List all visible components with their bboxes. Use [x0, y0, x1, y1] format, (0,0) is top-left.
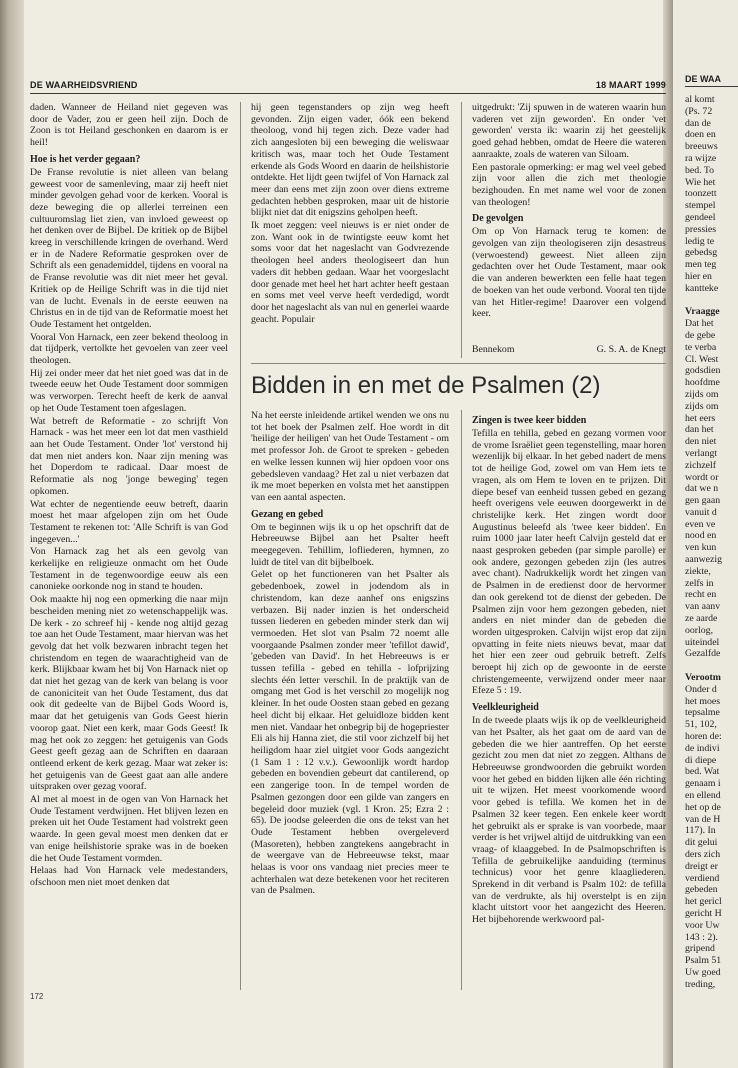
adjacent-page-line: dreigt er	[685, 860, 718, 872]
paragraph: In de tweede plaats wijs ik op de veelkleurigheid van het Psalter, als het gaat om de aard van de gebeden die we hier aantreffen. Op het eerste gezicht zou men dat niet zo zeggen. Althans de Hebreeuwse grondwoorden die gebruikt worden voor het gebed en bidden lijken alle één richting uit te wijzen. Het meest voorkomende woord voor gebed is tefilla. We komen het in de Psalmen 32 keer tegen. Een enkele keer wordt het gebruikt als er sprake is van voorbede, maar verder is het vrijwel altijd de uitdrukking van een vraag- of klaaggebed. In de Psalmopschriften is Tefilla de gebruikelijke aanduiding (terminus technicus) voor het genre klaagliederen. Sprekend in dit verband is Psalm 102: de tefilla van de verdrukte, als hij overstelpt is en zijn klacht uitstort voor het aangezicht des Heeren. Het bijbehorende werkwoord pal-	[472, 715, 666, 926]
adjacent-page-line: oorlog,	[685, 624, 714, 636]
adjacent-page-line: gripend	[685, 943, 715, 955]
paragraph: daden. Wanneer de Heiland niet gegeven was door de Vader, zou er geen heil zijn. Doch de Zoon is tot Heiland geschonken en daarom is er heil!	[30, 102, 228, 149]
adjacent-page-line: gen gaan	[685, 495, 721, 507]
adjacent-page-line: 51, 102,	[685, 719, 717, 731]
paragraph: hij geen tegenstanders op zijn weg heeft gevonden. Zijn eigen vader, óók een bekend theoloog, vond hij tegen zich. Deze vader had zich aangesloten bij een beweging die weliswaar kritisch was, maar toch het Oude Testament erkende als Gods Woord en daarin de heilshistorie ontdekte. Het lijdt geen twijfel of Von Harnack zal meer dan eens met zijn zoon over diens extreme gedachten hebben gesproken, maar uit de historie blijkt niet dat dit enigszins geholpen heeft.	[251, 102, 449, 219]
author-name: G. S. A. de Knegt	[596, 344, 666, 355]
section-heading: Zingen is twee keer bidden	[472, 415, 587, 426]
section-heading: Gezang en gebed	[251, 508, 324, 520]
adjacent-page-line: gendeel	[685, 211, 716, 223]
adjacent-page-line: treding,	[685, 978, 716, 990]
adjacent-page-line	[685, 295, 738, 307]
adjacent-page-line: van aanv	[685, 601, 721, 613]
adjacent-page-line: zijds om	[685, 400, 719, 412]
paragraph: Hij zei onder meer dat het niet goed was dat in de tweede eeuw het Oude Testament door sommigen was verworpen. Terecht heeft de kerk de aanval op het Oude Testament toen afgeslagen.	[30, 367, 228, 414]
paragraph: Wat betreft de Reformatie - zo schrijft Von Harnack - was het meer een lot dat men vasthield aan het Oude Testament. Onder 'lot' verstond hij dat men niet anders kon. Naar zijn mening was het Doperdom te radicaal. Daar moest de Reformatie als nog 'jonge beweging' tegen opkomen.	[30, 415, 228, 497]
adjacent-page-line: het moes	[685, 695, 721, 707]
adjacent-page-line: (Ps. 72	[685, 105, 713, 117]
article2-column-2	[472, 410, 666, 990]
adjacent-page	[673, 0, 738, 1068]
adjacent-page-line: zelfs in	[685, 577, 714, 589]
adjacent-page-line	[685, 660, 738, 672]
paragraph: Een pastorale opmerking: er mag wel veel gebed zijn voor allen die zich met theologie bezighouden. En met name wel voor de zonen van theologen!	[472, 161, 666, 208]
adjacent-page-line: bed. Wat	[685, 766, 720, 778]
adjacent-page-line: aanwezig	[685, 554, 722, 566]
paragraph: Wat echter de negentiende eeuw betreft, daarin moest het maar afgelopen zijn om het Oude Testament te rekenen tot: 'Alle Schrift is van God ingegeven...'	[30, 498, 228, 545]
paragraph: Tefilla en tehilla, gebed en gezang vormen voor de vrome Israëliet geen tegenstelling, maar horen wezenlijk bij elkaar. In het gebed nadert de mens tot de heilige God, zowel om van Hem iets te vragen, als om Hem te loven en te prijzen. Dit diepe besef van eenheid tussen gebed en gezang heeft overigens vele eeuwen doorgewerkt in de christelijke kerk. Het zingen wordt door Augustinus beleefd als 'twee keer bidden'. En ruim 1000 jaar later heeft Calvijn gesteld dat er naast gesproken gebeden (par simple parolle) er ook andere, gezongen gebeden zijn (les autres avec chant). Nadrukkelijk wordt het zingen van de Psalmen in de eredienst door de hervormer dan ook gerekend tot de dienst der gebeden. De Psalmen zijn voor hem gezongen gebeden, niet anders en niet minder dan de gebeden die worden uitgesproken. Calvijn wijst erop dat zijn opvatting in feite niets nieuws bevat, maar dat het hier een zeer oud gebruik betreft. Zelfs beroept hij zich op de gewoonte in de eerste christengemeente, verwijzend onder meer naar Efeze 5 : 19.	[472, 428, 666, 697]
adjacent-page-line: breeuws	[685, 141, 718, 153]
section-heading: Veelkleurigheid	[472, 702, 539, 714]
adjacent-page-line: ders zich	[685, 849, 721, 860]
header-rule	[30, 93, 666, 94]
paragraph: Von Harnack zag het als een gevolg van kerkelijke en religieuze onmacht om het Oude Testament in de tegenwoordige eeuw als een canonieke oorkonde nog in stand te houden.	[30, 546, 228, 593]
adjacent-page-line: het eers	[685, 412, 716, 424]
adjacent-page-line: 117). In	[685, 825, 716, 837]
adjacent-page-line: zijds om	[685, 388, 719, 400]
adjacent-page-line: recht en	[685, 589, 717, 601]
adjacent-page-line: zichzelf	[685, 459, 716, 471]
adjacent-page-line: Psalm 51	[685, 955, 722, 967]
adjacent-page-line: Onder d	[685, 683, 717, 695]
adjacent-page-line: Cl. West	[685, 353, 719, 365]
column-divider-2	[461, 102, 462, 358]
paragraph: uitgedrukt: 'Zij spuwen in de wateren waarin hun vaderen vet zijn geworden'. En onder 'vet geworden' versta ik: waarin zij het geestelijk goed gehad hebben, omdat de Heere die wateren aanraakte, zoals de wateren van Siloam.	[472, 102, 666, 160]
adjacent-page-line: dit gelui	[685, 837, 718, 849]
article1-column-2	[251, 102, 449, 358]
adjacent-page-line: gebedsg	[685, 247, 718, 259]
paragraph: Helaas had Von Harnack vele medestanders, ofschoon men niet moet denken dat	[30, 865, 228, 888]
adjacent-page-line: Wie het	[685, 176, 716, 188]
adjacent-page-line: Uw goed	[685, 966, 721, 978]
article2-title: Bidden in en met de Psalmen (2)	[251, 372, 601, 399]
adjacent-page-line: bed. To	[685, 164, 715, 176]
paragraph: Ook maakte hij nog een opmerking die naar mijn bescheiden mening niet zo wetenschappelijk was. De kerk - zo schreef hij - kende nog altijd gezag toe aan het Oude Testament, maar hiervan was het gevolg dat het volk bezwaren inbracht tegen het christendom en tegen de waarachtigheid van de kerk. Blijkbaar kwam het bij Von Harnack niet op dat niet het gezag van de kerk van belang is voor de canoniciteit van het Oude Testament, dus dat ook dit gedeelte van de Bijbel Gods Woord is, maar dat het getuigenis van Gods Geest hierin voorop gaat. Niet een kerk, maar Gods Geest! Ik mag het ook zo zeggen: het getuigenis van Gods Geest geeft gezag aan de Schriften en daaraan ontleend erkent de kerk gezag. Maar wat zeker is: het getuigenis van de Geest gaat aan alle andere uitspraken over gezag vooraf.	[30, 594, 228, 793]
adjacent-page-line: het op de	[685, 801, 721, 813]
column-divider-1	[240, 102, 241, 990]
article2-column-1	[251, 410, 449, 990]
book-spine	[0, 0, 24, 1068]
adjacent-page-line: doen en	[685, 129, 716, 141]
adjacent-page-line: men teg	[685, 259, 717, 271]
adjacent-page-text	[685, 94, 738, 991]
adjacent-page-line: dan het	[685, 424, 714, 436]
adjacent-page-line: dan de	[685, 117, 711, 129]
section-heading: Hoe is het verder gegaan?	[30, 153, 141, 165]
adjacent-page-line: tepsalme	[685, 707, 720, 719]
adjacent-page-line: gericht H	[685, 907, 722, 919]
adjacent-page-line: di diepe	[685, 754, 717, 766]
adjacent-page-line: horen de:	[685, 731, 722, 743]
publication-name: DE WAARHEIDSVRIEND	[30, 80, 138, 90]
adjacent-page-line: uiteindel	[685, 636, 720, 648]
column-divider-3	[461, 410, 462, 990]
adjacent-page-line: dat we n	[685, 483, 719, 495]
page-number: 172	[30, 992, 44, 1001]
adjacent-page-line: toonzett	[685, 188, 717, 200]
adjacent-page-line: de indivi	[685, 742, 720, 754]
adjacent-page-line: ziekte,	[685, 565, 711, 577]
adjacent-page-line: Dat het	[685, 318, 714, 330]
adjacent-page-line: hier en	[685, 270, 712, 282]
adjacent-page-line: ra wijze	[685, 152, 717, 164]
adjacent-page-line: ven kun	[685, 542, 717, 554]
paragraph: Al met al moest in de ogen van Von Harnack het Oude Testament verdwijnen. Het blijven lezen en preken uit het Oude Testament had volstrekt geen waarde. In geen geval moest men denken dat er van enige heilshistorie sprake was in de boeken die het Oude Testament vormden.	[30, 794, 228, 864]
adjacent-page-line: vanuit d	[685, 506, 717, 518]
article1-column-3	[472, 102, 666, 327]
issue-date: 18 MAART 1999	[595, 80, 666, 90]
adjacent-page-line: het gericl	[685, 896, 722, 908]
adjacent-page-rule	[685, 86, 738, 87]
adjacent-page-line: van de H	[685, 813, 721, 825]
running-header	[30, 80, 666, 92]
adjacent-page-line: gebeden	[685, 884, 718, 896]
paragraph: Ik moet zeggen: veel nieuws is er niet onder de zon. Want ook in de twintigste eeuw komt het soms voor dat het nageslacht van Godvrezende theologen heel anders theologiseert dan hun vaders dit hebben gedaan. Waar het voorgeslacht door genade met heel het hart achter heeft gestaan en soms met veel verve heeft verdedigd, wordt door het nageslacht als van nul en generlei waarde geacht. Populair	[251, 220, 449, 325]
adjacent-page-line: al komt	[685, 94, 715, 105]
paragraph: Om op Von Harnack terug te komen: de gevolgen van zijn theologiseren zijn desastreus (verwoestend) geweest. Niet alleen zijn gedachten over het Oude Testament, maar ook die van anderen bewerkten een felle haat tegen de boeken van het oude verbond. Vooral ten tijde van het Hitler-regime! Daarover een volgend keer.	[472, 226, 666, 320]
adjacent-page-line: wordt or	[685, 471, 719, 483]
adjacent-page-line: 143 : 2).	[685, 931, 718, 943]
adjacent-page-line: Vraagge	[685, 306, 720, 318]
adjacent-page-line: te verba	[685, 341, 717, 353]
article-separator	[251, 363, 666, 364]
paragraph: Vooral Von Harnack, een zeer bekend theoloog in dat tijdperk, vertolkte het gevoelen van zeer veel theologen.	[30, 331, 228, 367]
adjacent-page-line: nood en	[685, 530, 717, 542]
adjacent-page-line: kantteke	[685, 282, 719, 294]
paragraph: Gelet op het functioneren van het Psalter als gebedenboek, zowel in jodendom als in christendom, kan deze aanhef ons enigszins verbazen. Bij nader inzien is het onderscheid tussen liederen en gebeden minder sterk dan wij vermoeden. Het slot van Psalm 72 noemt alle voorgaande Psalmen zonder meer 'tefillot dawid', 'gebeden van David'. In het Hebreeuws is er tussen tefilla - gebed en tehilla - lofprijzing slechts één letter verschil. In de praktijk van de omgang met God is het verschil zo mogelijk nog kleiner. In het oude Oosten staan gebed en gezang heel dicht bij elkaar. Het geluidloze bidden kent men niet. Vandaar het onbegrip bij de hogepriester Eli als hij Hanna ziet, die stil voor zichzelf bij het heiligdom haar ziel uitgiet voor Gods aangezicht (1 Sam 1 : 12 v.v.). Gewoonlijk wordt hardop gebeden en bovendien gebeurt dat cantilerend, op een zangerige toon. In de tempel worden de Psalmen gezongen door een gilde van zangers en begeleid door muziek (vgl. 1 Kron. 25; Ezra 2 : 65). De joodse geleerden die ons de tekst van het Oude Testament hebben overgeleverd (Masoreten), hebben zangtekens aangebracht in de weergave van de Hebreeuwse tekst, maar helaas is voor ons vandaag niet precies meer te achterhalen wat deze betekenen voor het reciteren van de Psalmen.	[251, 569, 449, 897]
paragraph: Na het eerste inleidende artikel wenden we ons nu tot het boek der Psalmen zelf. Hoe wordt in dit 'heilige der heiligen' van het Oude Testament - om met professor Joh. de Groot te spreken - gebeden en welke lessen kunnen wij hier opdoen voor ons gebedsleven vandaag? Het zal u niet verbazen dat ik me moet beperken en volsta met het aanstippen van een aantal aspecten.	[251, 410, 449, 503]
paragraph: Om te beginnen wijs ik u op het opschrift dat de Hebreeuwse Bijbel aan het Psalter heeft meegegeven. Tehillim, lofliederen, hymnen, zo luidt de titel van dit bijbelboek.	[251, 521, 449, 568]
adjacent-page-line: ze aarde	[685, 613, 718, 625]
adjacent-page-line: stempel	[685, 200, 716, 212]
paragraph: De Franse revolutie is niet alleen van belang geweest voor de samenleving, maar zij heeft niet minder gevolgen gehad voor de kerken. Vooral is deze beweging die op allerlei terreinen een cultuuromslag liet zien, van invloed geweest op het denken over de Bijbel. De kritiek op de Bijbel kreeg in verschillende kringen de overhand. Werd er in de Nadere Reformatie gesproken over de Schrift als een genademiddel, tijdens en vooral na de Franse revolutie was dit niet meer het geval. Kritiek op de Heilige Schrift was in die tijd niet van de lucht. Evenals in de eerste eeuwen na Christus en in de tijd van de Reformatie moest het Oude Testament het ontgelden.	[30, 166, 228, 330]
section-heading: De gevolgen	[472, 213, 524, 225]
adjacent-page-line: Gezalfde	[685, 648, 721, 660]
adjacent-page-line: ledig te	[685, 235, 715, 247]
adjacent-page-line: godsdien	[685, 365, 721, 377]
adjacent-page-line: hoofdme	[685, 377, 720, 389]
adjacent-page-line: verdiend	[685, 872, 720, 884]
adjacent-page-header: DE WAA	[685, 74, 721, 84]
adjacent-page-line: Verootm	[685, 672, 721, 684]
adjacent-page-line: en ellend	[685, 790, 721, 802]
adjacent-page-line: de gebe	[685, 329, 716, 341]
adjacent-page-line: genaam i	[685, 778, 721, 790]
article1-column-1	[30, 102, 228, 988]
adjacent-page-line: voor Uw	[685, 919, 720, 931]
adjacent-page-line: pressies	[685, 223, 717, 235]
adjacent-page-line: even ve	[685, 518, 716, 530]
author-location: Bennekom	[472, 344, 515, 355]
adjacent-page-line: verlangt	[685, 447, 718, 459]
adjacent-page-line: den niet	[685, 436, 717, 448]
